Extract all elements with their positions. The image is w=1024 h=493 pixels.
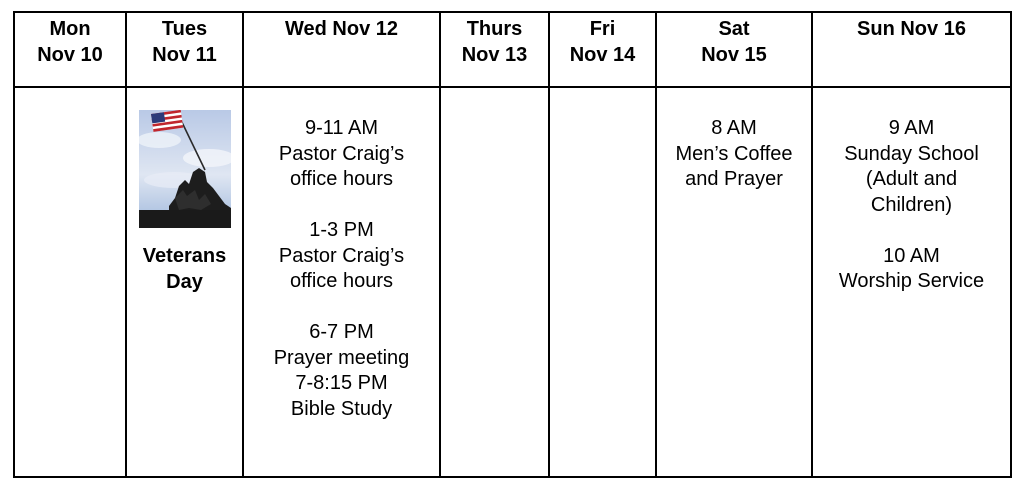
- day-cell-mon: [14, 87, 126, 477]
- day-header-thurs: Thurs Nov 13: [440, 12, 549, 87]
- event-time: 9-11 AM: [305, 117, 378, 139]
- event-time: 10 AM: [883, 244, 940, 267]
- event-time: 1-3 PM: [309, 219, 374, 241]
- day-cell-sun: 9 AM Sunday School (Adult and Children) 10 AM Worship Service: [812, 87, 1011, 477]
- day-cell-thurs: [440, 87, 549, 477]
- day-header-fri: Fri Nov 14: [549, 12, 656, 87]
- day-header-mon: Mon Nov 10: [14, 12, 126, 87]
- day-header-tues: Tues Nov 11: [126, 12, 243, 87]
- day-header-sat: Sat Nov 15: [656, 12, 812, 87]
- events-row: [14, 87, 1011, 477]
- event-time: 8 AM: [711, 117, 757, 139]
- day-header-row: [14, 12, 1011, 87]
- event-time: 7-8:15 PM: [295, 372, 388, 394]
- day-cell-sat: 8 AM Men’s Coffee and Prayer: [656, 87, 812, 477]
- day-cell-fri: [549, 87, 656, 477]
- veterans-day-label: Veterans: [142, 245, 227, 267]
- event-time: 9 AM: [888, 117, 935, 139]
- flag-raising-memorial-photo: [139, 110, 231, 228]
- day-header-sun: Sun Nov 16: [812, 12, 1011, 87]
- day-header-wed: Wed Nov 12: [243, 12, 440, 87]
- weekly-calendar-table: [13, 11, 1012, 478]
- day-cell-tues: Veterans Day: [126, 87, 243, 477]
- event-time: 6-7 PM: [309, 321, 374, 343]
- day-cell-wed: 9-11 AM Pastor Craig’s office hours 1-3 PM Pastor Craig’s office hours 6-7 PM Prayer meeting 7-8:15 PM Bible Study: [243, 87, 440, 477]
